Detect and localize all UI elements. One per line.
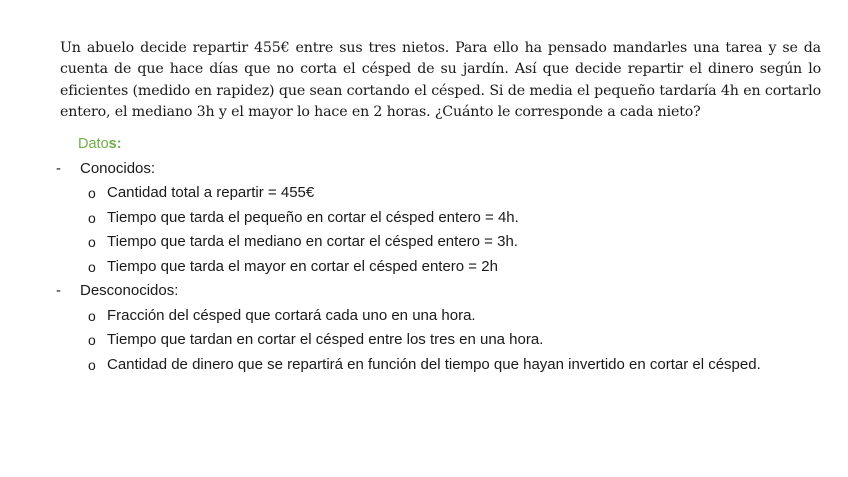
circle-bullet-icon: o [88,209,96,226]
circle-bullet-icon: o [88,332,96,349]
list-item-text: Tiempo que tarda el pequeño en cortar el césped entero = 4h. [107,208,519,226]
dash-bullet-icon: - [56,159,61,177]
list-item [88,304,810,329]
circle-bullet-icon: o [88,356,96,373]
datos-heading-suffix: s: [108,135,122,152]
list-item [88,353,810,378]
known-section [0,157,848,280]
datos-heading [78,134,848,154]
datos-heading-text: Dato [78,135,109,152]
list-item-text: Cantidad de dinero que se repartirá en función del tiempo que hayan invertido en cortar el césped. [107,355,761,373]
unknown-label: Desconocidos: [80,282,179,300]
list-item [88,255,810,280]
circle-bullet-icon: o [88,234,96,251]
unknown-label-row [56,279,848,304]
list-item-text: Tiempo que tarda el mediano en cortar el césped entero = 3h. [107,233,518,251]
known-label-row [56,157,848,182]
list-item-text: Cantidad total a repartir = 455€ [107,184,315,202]
list-item-text: Fracción del césped que cortará cada uno en una hora. [107,306,476,324]
circle-bullet-icon: o [88,258,96,275]
list-item-text: Tiempo que tarda el mayor en cortar el césped entero = 2h [107,257,498,275]
known-list [0,181,848,279]
dash-bullet-icon: - [56,282,61,300]
unknown-section [0,279,848,377]
list-item-text: Tiempo que tardan en cortar el césped entre los tres en una hora. [107,331,544,349]
list-item [88,206,810,231]
circle-bullet-icon: o [88,307,96,324]
list-item [88,230,810,255]
list-item [88,181,810,206]
problem-statement: Un abuelo decide repartir 455€ entre sus tres nietos. Para ello ha pensado mandarles una tarea y se da cuenta de que hace días que no corta el césped de su jardín. Así que decide repartir el dinero según lo eficientes (medido en rapidez) que sean cortando el césped. Si de media el pequeño tardaría 4h en cortarlo entero, el mediano 3h y el mayor lo hace en 2 horas. ¿Cuánto le corresponde a cada nieto? [60,40,821,121]
known-label: Conocidos: [80,159,156,177]
unknown-list [0,304,848,378]
circle-bullet-icon: o [88,185,96,202]
list-item [88,328,810,353]
